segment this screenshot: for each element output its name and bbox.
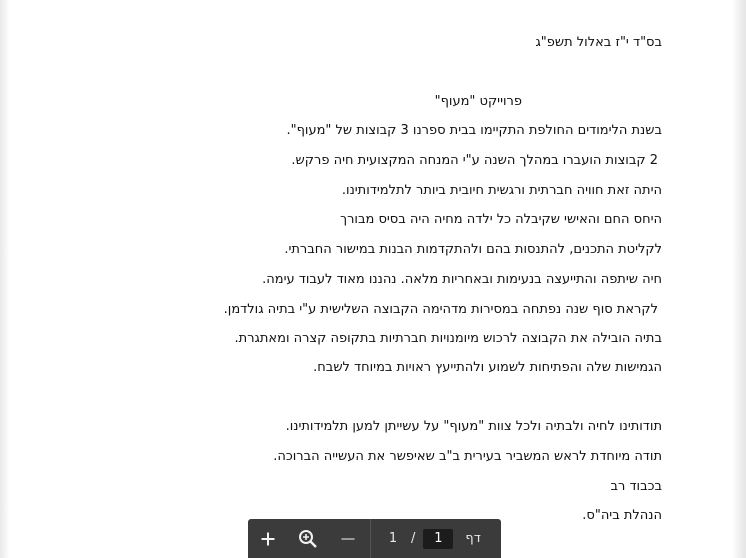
body-line-5: לקליטת התכנים, להתנסות בהם ולהתקדמות הבנות במישור החברתי. <box>284 242 662 257</box>
body-line-7: לקראת סוף שנה נפתחה במסירות מדהימה הקבוצה השלישית ע"י בתיה גולדמן. <box>223 302 658 317</box>
date-line: בס"ד י"ז באלול תשפ"ג <box>535 35 662 50</box>
zoom-out-button[interactable] <box>328 519 368 558</box>
body-line-2: 2 קבוצות הועברו במהלך השנה ע"י המנחה המקצועית חיה פרקש. <box>291 153 658 168</box>
plus-icon <box>260 531 276 547</box>
signature-line: הנהלת ביה"ס. <box>582 508 662 523</box>
zoom-in-button[interactable] <box>248 519 288 558</box>
page-total: 1 <box>388 531 398 546</box>
body-line-9: הגמישות שלה והפתיחות לשמוע ולהתייעץ ראויות במיוחד לשבח. <box>313 360 662 375</box>
body-line-6: חיה שיתפה והתייעצה בנעימות ובאחריות מלאה. נהננו מאוד לעבוד עימה. <box>262 272 662 287</box>
body-line-3: היתה זאת חוויה חברתית ורגשית חיובית ביותר לתלמידותינו. <box>341 183 662 198</box>
page-separator: / <box>411 531 416 546</box>
thanks-line-2: תודה מיוחדת לראש המשביר בעירית ב"ב שאיפשר את העשייה הברוכה. <box>273 449 662 464</box>
magnifier-plus-icon <box>298 529 318 549</box>
minus-icon <box>340 531 356 547</box>
body-line-4: היחס החם והאישי שקיבלה כל ילדה מחיה היה בסיס מבורך <box>340 212 662 227</box>
viewer-left-edge <box>0 0 10 558</box>
page-label: דף <box>465 531 481 546</box>
document-page <box>10 0 732 558</box>
zoom-fit-button[interactable] <box>288 519 328 558</box>
pdf-viewer-toolbar <box>248 519 501 558</box>
closing-line: בכבוד רב <box>610 479 662 494</box>
viewer-right-edge <box>732 0 746 558</box>
toolbar-divider <box>370 519 371 558</box>
page-navigator <box>383 529 481 549</box>
body-line-8: בתיה הובילה את הקבוצה לרכוש מיומנויות חברתיות בתקופה קצרה ומאתגרת. <box>234 331 662 346</box>
document-title: פרוייקט "מעוף" <box>434 94 522 109</box>
thanks-line-1: תודותינו לחיה ולבתיה ולכל צוות "מעוף" על עשייתן למען תלמידותינו. <box>285 419 662 434</box>
body-line-1: בשנת הלימודים החולפת התקיימו בבית ספרנו 3 קבוצות של "מעוף". <box>286 123 662 138</box>
page-number-input[interactable] <box>423 529 453 549</box>
